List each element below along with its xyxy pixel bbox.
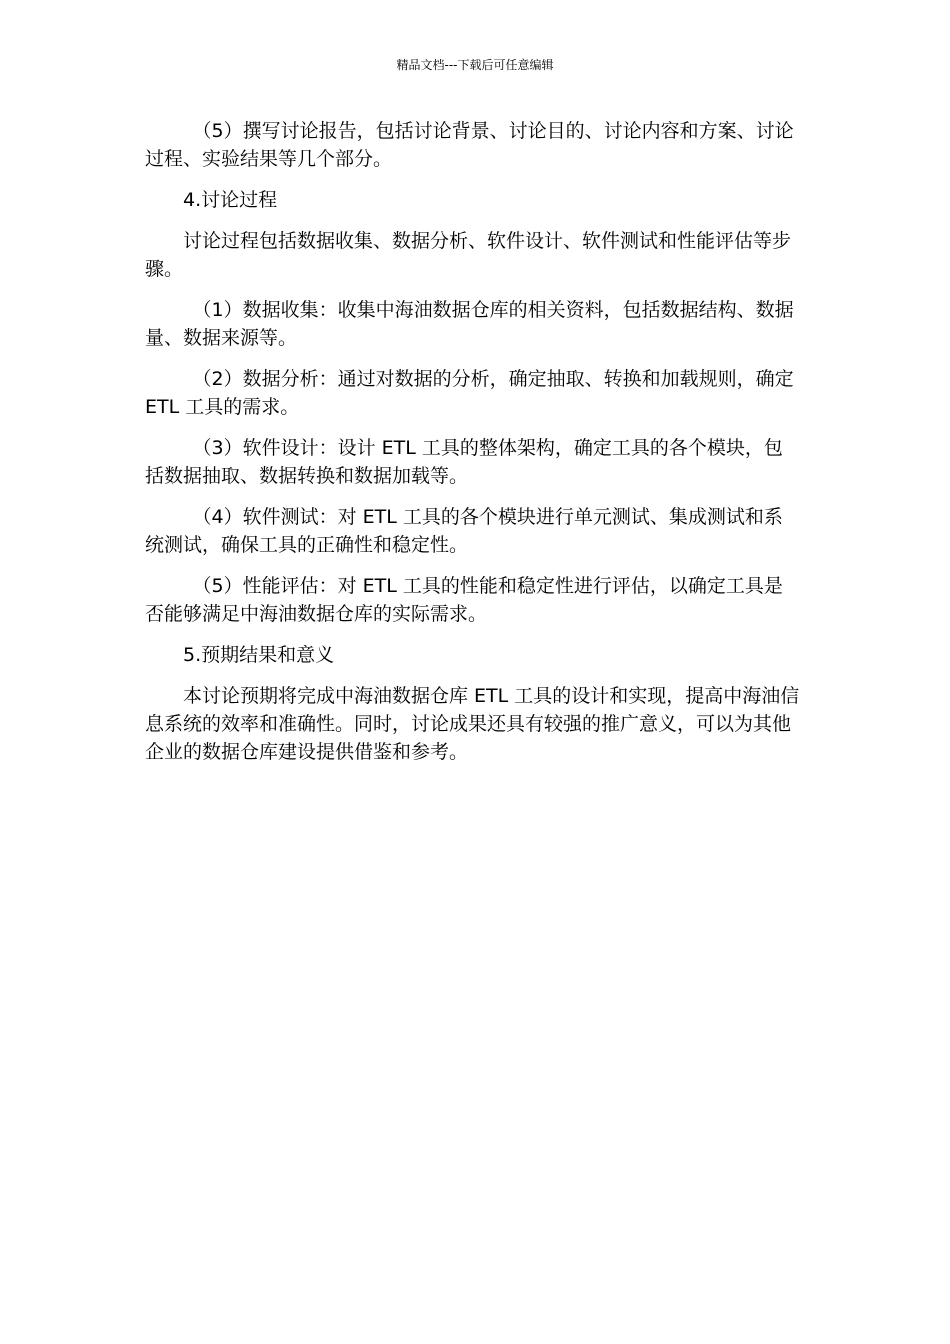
paragraph-data-analysis: （2）数据分析：通过对数据的分析，确定抽取、转换和加载规则，确定 ETL 工具的需求。 [145, 368, 794, 418]
paragraph-report-writing: （5）撰写讨论报告，包括讨论背景、讨论目的、讨论内容和方案、讨论过程、实验结果等几个部分。 [145, 120, 794, 170]
section-heading-process: 4.讨论过程 [183, 189, 278, 211]
paragraph-results: 本讨论预期将完成中海油数据仓库 ETL 工具的设计和实现，提高中海油信息系统的效率和准确性。同时，讨论成果还具有较强的推广意义，可以为其他企业的数据仓库建设提供借鉴和参考。 [145, 685, 800, 763]
paragraph-software-testing: （4）软件测试：对 ETL 工具的各个模块进行单元测试、集成测试和系统测试，确保工具的正确性和稳定性。 [145, 506, 783, 556]
paragraph-data-collection: （1）数据收集：收集中海油数据仓库的相关资料，包括数据结构、数据量、数据来源等。 [145, 299, 794, 349]
paragraph-process-intro: 讨论过程包括数据收集、数据分析、软件设计、软件测试和性能评估等步骤。 [145, 230, 792, 280]
document-body [145, 117, 800, 779]
paragraph-performance-evaluation: （5）性能评估：对 ETL 工具的性能和稳定性进行评估，以确定工具是否能够满足中海油数据仓库的实际需求。 [145, 575, 783, 625]
page-header: 精品文档---下载后可任意编辑 [396, 58, 554, 72]
section-heading-results: 5.预期结果和意义 [183, 644, 335, 666]
paragraph-software-design: （3）软件设计：设计 ETL 工具的整体架构，确定工具的各个模块，包括数据抽取、数据转换和数据加载等。 [145, 437, 783, 487]
